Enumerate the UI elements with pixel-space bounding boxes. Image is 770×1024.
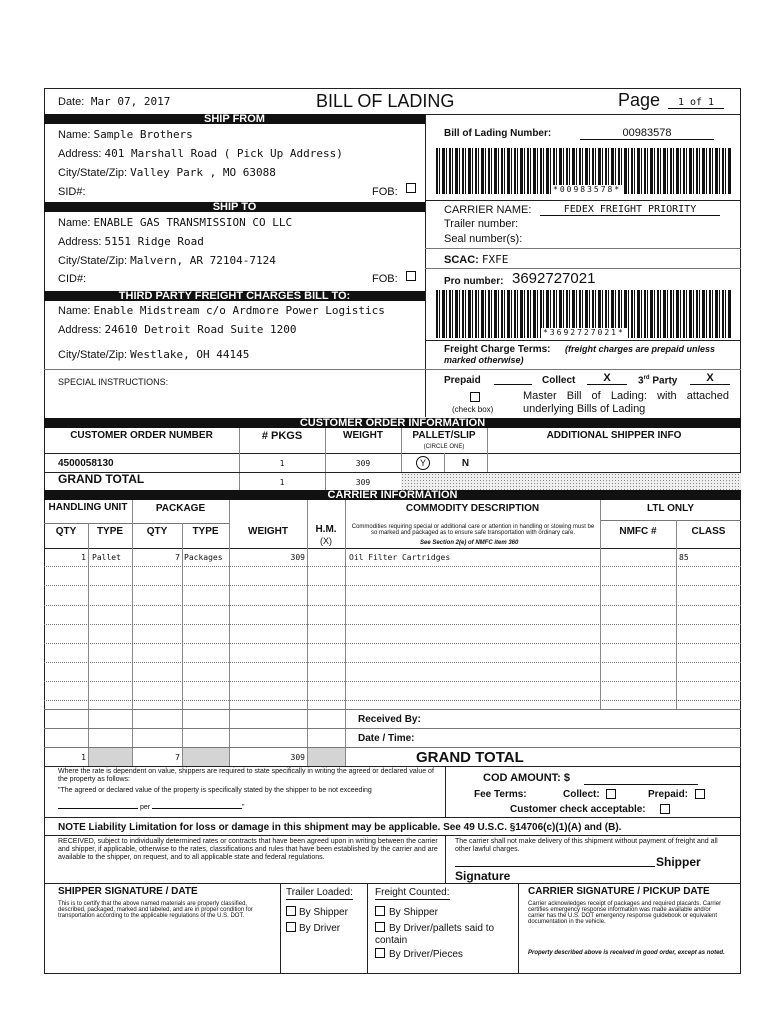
trailer-loaded-label: Trailer Loaded:	[286, 887, 353, 898]
master-bol-checkbox[interactable]	[470, 392, 480, 402]
total-weight: 309	[290, 753, 305, 762]
trailer-by-shipper-label: By Shipper	[299, 907, 348, 918]
col-circle-one: (CIRCLE ONE)	[423, 444, 465, 450]
total-hu-qty: 1	[81, 753, 86, 762]
col-hu-qty: QTY	[55, 526, 77, 537]
carrier-info-bar: CARRIER INFORMATION	[44, 490, 741, 500]
col-nmfc: NMFC #	[619, 526, 657, 537]
page-number: 1 of 1	[668, 97, 724, 109]
customer-check-label: Customer check acceptable:	[510, 804, 646, 815]
row-hu-qty: 1	[81, 553, 86, 562]
carrier-signature-note: Property described above is received in good order, except as noted.	[528, 950, 725, 956]
col-class: CLASS	[691, 526, 726, 537]
ship-from-name: Name: Sample Brothers	[58, 128, 193, 141]
customer-order-bar: CUSTOMER ORDER INFORMATION	[44, 418, 741, 428]
customer-order-pkgs: 1	[279, 459, 285, 468]
ship-from-bar: SHIP FROM	[44, 114, 425, 124]
date-line: Date: Mar 07, 2017	[58, 95, 171, 108]
third-party-bar: THIRD PARTY FREIGHT CHARGES BILL TO:	[44, 291, 425, 301]
fee-collect-label: Collect:	[563, 789, 600, 800]
shipper-signature-line[interactable]	[455, 866, 655, 867]
signature-label: Signature	[455, 869, 511, 883]
col-customer-order-number: CUSTOMER ORDER NUMBER	[70, 430, 213, 441]
trailer-by-driver-checkbox[interactable]	[286, 922, 296, 932]
seal-number-label: Seal number(s):	[444, 233, 523, 245]
col-commodity-description: COMMODITY DESCRIPTION	[405, 503, 540, 514]
row-pkg-qty: 7	[175, 553, 180, 562]
freight-counted-label: Freight Counted:	[375, 887, 450, 898]
col-pkg-type: TYPE	[192, 526, 219, 537]
freight-terms-label: Freight Charge Terms:	[444, 344, 551, 355]
shipper-signature-title: SHIPPER SIGNATURE / DATE	[58, 886, 198, 897]
fee-collect-checkbox[interactable]	[606, 789, 616, 799]
col-pkg-qty: QTY	[146, 526, 168, 537]
row-weight: 309	[290, 553, 305, 562]
customer-order-shaded-area	[401, 473, 741, 490]
commodity-note: Commodities requiring special or additional care or attention in handling or stowing must be so marked and packaged as to ensure safe transportation with ordinary care.	[351, 524, 595, 536]
ship-to-address: Address: 5151 Ridge Road	[58, 235, 204, 248]
date-time-label: Date / Time:	[358, 733, 415, 744]
freight-terms-note: (freight charges are prepaid unless marked otherwise)	[444, 344, 716, 365]
carrier-signature-title: CARRIER SIGNATURE / PICKUP DATE	[528, 886, 710, 897]
customer-order-total-weight: 309	[355, 478, 371, 487]
trailer-number-label: Trailer number:	[444, 218, 519, 230]
pro-number-label: Pro number:	[444, 276, 504, 287]
fc-by-shipper-label: By Shipper	[389, 907, 438, 918]
fee-terms-label: Fee Terms:	[474, 789, 527, 800]
fc-by-driver-pieces-label: By Driver/Pieces	[389, 949, 463, 960]
customer-check-checkbox[interactable]	[660, 804, 670, 814]
ship-from-sid: SID#:	[58, 186, 86, 198]
commodity-see-section: See Section 2(e) of NMFC item 360	[420, 540, 519, 546]
trailer-by-driver-label: By Driver	[299, 923, 341, 934]
date-value: Mar 07, 2017	[90, 95, 171, 108]
row-hu-type: Pallet	[92, 553, 121, 562]
carrier-grand-total: GRAND TOTAL	[416, 749, 524, 766]
received-by-label: Received By:	[358, 714, 421, 725]
col-pkgs: # PKGS	[261, 430, 303, 442]
customer-order-grand-total-label: GRAND TOTAL	[58, 472, 145, 486]
collect-label: Collect	[542, 375, 576, 386]
customer-order-total-pkgs: 1	[279, 478, 285, 487]
ship-to-bar: SHIP TO	[44, 202, 425, 212]
row-pkg-type: Packages	[184, 553, 223, 562]
fc-by-driver-pallets-label: By Driver/pallets said to contain	[375, 923, 495, 946]
value-per-line: per "	[58, 804, 245, 811]
collect-mark: X	[587, 372, 627, 385]
carrier-name: FEDEX FREIGHT PRIORITY	[540, 204, 720, 216]
carrier-name-label: CARRIER NAME:	[444, 204, 532, 216]
fc-by-driver-pieces-checkbox[interactable]	[375, 948, 385, 958]
fee-prepaid-checkbox[interactable]	[695, 789, 705, 799]
ship-to-fob-label: FOB:	[372, 273, 398, 285]
third-party-mark: X	[690, 372, 730, 385]
shipper-label: Shipper	[656, 855, 701, 869]
pro-number: 3692727021	[512, 270, 596, 287]
third-party-address: Address: 24610 Detroit Road Suite 1200	[58, 323, 297, 336]
shipper-signature-text: This is to certify that the above named materials are properly classified, described, packaged, marked and labeled, and are in proper condition for transportation according to the applicable regulations of the U.S. DOT.	[58, 901, 253, 919]
liability-note: NOTE Liability Limitation for loss or damage in this shipment may be applicable. See 49 U.S.C. §14706(c)(1)(A) and (B).	[58, 822, 622, 833]
carrier-no-delivery-text: The carrier shall not make delivery of this shipment without payment of freight and all other lawful charges.	[455, 838, 718, 853]
fee-prepaid-label: Prepaid:	[648, 789, 689, 800]
total-pkg-qty: 7	[175, 753, 180, 762]
bol-number: 00983578	[580, 127, 714, 140]
customer-order-weight: 309	[355, 459, 371, 468]
ship-from-address: Address: 401 Marshall Road ( Pick Up Address)	[58, 147, 343, 160]
third-party-label: 3rd Party	[638, 375, 678, 387]
col-weight: WEIGHT	[248, 526, 288, 537]
pro-barcode-text: *3692727021*	[543, 328, 625, 337]
col-package: PACKAGE	[155, 503, 206, 514]
row-description: Oil Filter Cartridges	[349, 553, 451, 562]
prepaid-blank[interactable]	[494, 384, 532, 385]
page-title: BILL OF LADING	[316, 91, 455, 111]
third-party-name: Name: Enable Midstream c/o Ardmore Power Logistics	[58, 304, 385, 317]
bol-number-label: Bill of Lading Number:	[444, 128, 552, 139]
bol-barcode-text: *00983578*	[553, 185, 622, 194]
pallet-yes-circled[interactable]: Y	[416, 456, 430, 470]
col-handling-unit: HANDLING UNIT	[48, 502, 128, 513]
ship-to-cid: CID#:	[58, 273, 87, 285]
col-hm-x: (X)	[320, 536, 332, 546]
ship-from-fob-label: FOB:	[372, 186, 398, 198]
received-subject-text: RECEIVED, subject to individually determined rates or contracts that have been agreed upon in writing between the carrier and shipper, if applicable, otherwise to the rates, classifications and rules that have been established by the carrier and are available to the shipper, on request, and to all applicable state and federal regulations.	[58, 838, 438, 861]
page-label: Page	[618, 90, 661, 110]
fc-by-shipper-checkbox[interactable]	[375, 906, 385, 916]
ship-to-city: City/State/Zip: Malvern, AR 72104-7124	[58, 254, 276, 267]
cod-amount-field[interactable]	[584, 784, 698, 785]
trailer-by-shipper-checkbox[interactable]	[286, 906, 296, 916]
carrier-signature-text: Carrier acknowledges receipt of packages and required placards. Carrier certifies emergency response information was made available and/or carrier has the U.S. DOT emergency response guidebook or equivalent documentation in the vehicle.	[528, 901, 722, 925]
value-note-line2: "The agreed or declared value of the property is specifically stated by the shipper to be not exceeding	[58, 787, 372, 794]
col-additional-shipper-info: ADDITIONAL SHIPPER INFO	[546, 430, 682, 441]
ship-to-fob-checkbox[interactable]	[406, 271, 416, 281]
ship-from-city: City/State/Zip: Valley Park , MO 63088	[58, 166, 276, 179]
prepaid-label: Prepaid	[444, 375, 481, 386]
slip-no[interactable]: N	[461, 458, 470, 469]
col-hu-type: TYPE	[96, 526, 124, 537]
col-hm: H.M.	[315, 524, 337, 535]
cod-amount-label: COD AMOUNT: $	[483, 772, 570, 784]
col-weight: WEIGHT	[343, 430, 383, 441]
row-class: 85	[679, 553, 689, 562]
scac: SCAC: FXFE	[444, 253, 509, 266]
special-instructions-label: SPECIAL INSTRUCTIONS:	[58, 377, 169, 387]
col-ltl-only: LTL ONLY	[646, 503, 695, 514]
ship-to-name: Name: ENABLE GAS TRANSMISSION CO LLC	[58, 216, 293, 229]
master-bol-text: Master Bill of Lading: with attached underlying Bills of Lading	[523, 390, 729, 415]
third-party-city: City/State/Zip: Westlake, OH 44145	[58, 348, 250, 361]
customer-order-number: 4500058130	[58, 458, 114, 469]
value-note-line1: Where the rate is dependent on value, shippers are required to state specifically in writing the agreed or declared value of the property as follows:	[58, 768, 434, 783]
col-pallet-slip: PALLET/SLIP	[412, 430, 476, 441]
check-box-label: (check box)	[452, 405, 494, 414]
ship-from-fob-checkbox[interactable]	[406, 183, 416, 193]
